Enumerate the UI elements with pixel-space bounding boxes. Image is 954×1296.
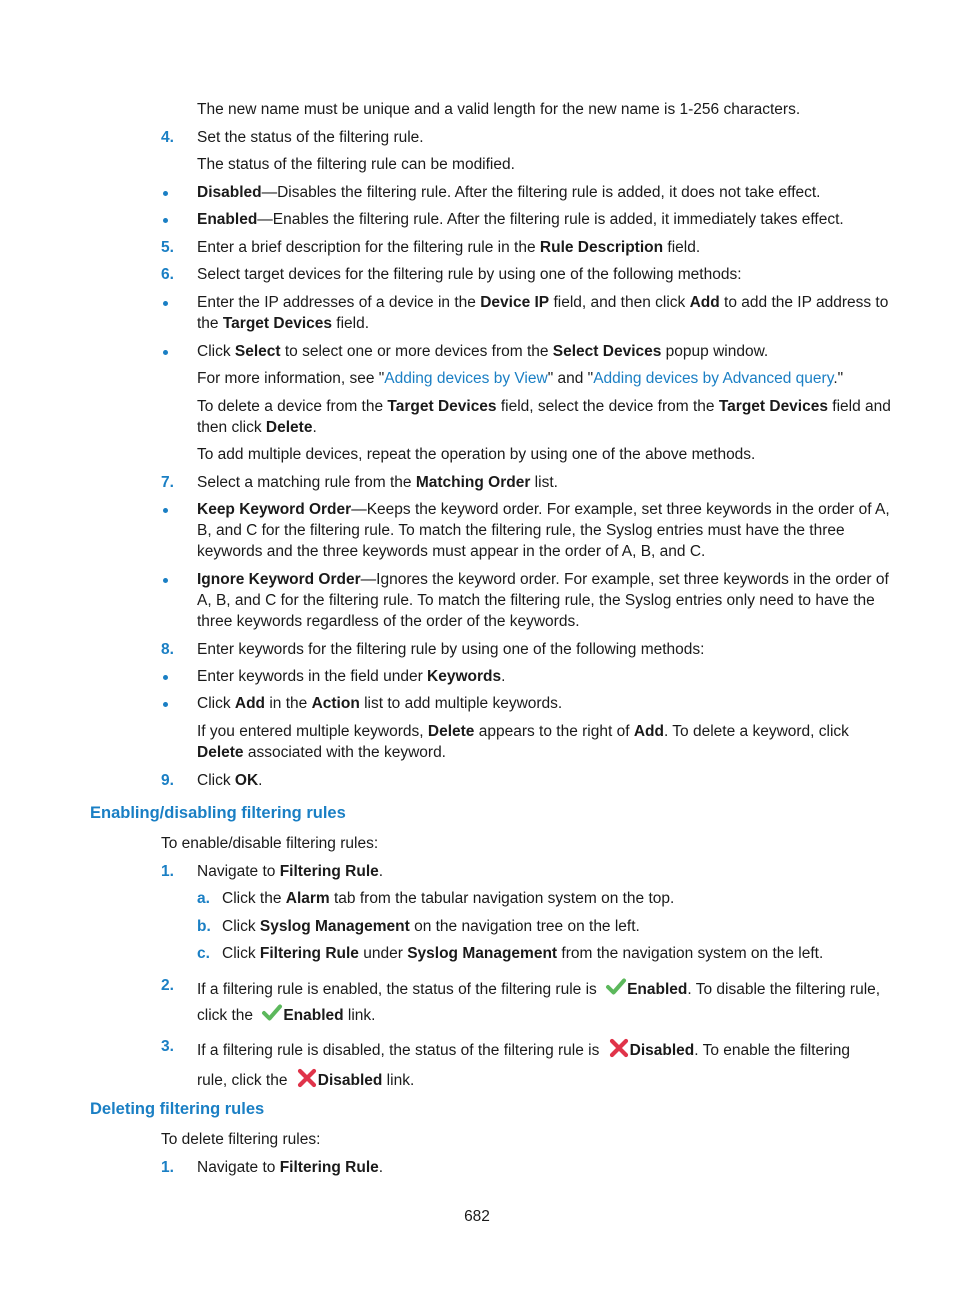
bullet-select: Click Select to select one or more devices from the Select Devices popup window. xyxy=(197,343,769,360)
paragraph-intro: To enable/disable filtering rules: xyxy=(161,835,379,852)
paragraph-more-info: For more information, see "Adding devices by View" and "Adding devices by Advanced query." xyxy=(197,370,844,387)
substep-letter: c. xyxy=(197,945,210,962)
step-number: 8. xyxy=(161,641,174,658)
step-text: Navigate to Filtering Rule. xyxy=(197,1159,384,1176)
bullet-dot xyxy=(163,301,168,306)
bullet-dot xyxy=(163,675,168,680)
bullet-device-ip: Enter the IP addresses of a device in the Device IP field, and then click Add to add the IP address to xyxy=(197,294,889,311)
step-number: 9. xyxy=(161,772,174,789)
bullet-device-ip-cont: the Target Devices field. xyxy=(197,315,370,332)
page-number: 682 xyxy=(464,1208,490,1225)
step-number: 3. xyxy=(161,1038,174,1055)
cross-icon xyxy=(608,1037,630,1059)
step-number: 5. xyxy=(161,239,174,256)
bullet-enabled: Enabled—Enables the filtering rule. After the filtering rule is added, it immediately takes effect. xyxy=(197,211,844,228)
bullet-ignore-order-cont: A, B, and C for the filtering rule. To match the filtering rule, the Syslog entries only need to have the xyxy=(197,592,875,609)
substep-text: Click the Alarm tab from the tabular navigation system on the top. xyxy=(222,890,675,907)
bullet-ignore-order: Ignore Keyword Order—Ignores the keyword order. For example, set three keywords in the order of xyxy=(197,571,889,588)
paragraph-multiple-keywords-cont: Delete associated with the keyword. xyxy=(197,744,446,761)
step-text: Navigate to Filtering Rule. xyxy=(197,863,384,880)
paragraph-add-multiple: To add multiple devices, repeat the operation by using one of the above methods. xyxy=(197,446,756,463)
step-text: Enter a brief description for the filtering rule in the Rule Description field. xyxy=(197,239,701,256)
enabled-link[interactable]: Enabled xyxy=(283,1007,344,1024)
bullet-dot xyxy=(163,702,168,707)
bullet-keep-order: Keep Keyword Order—Keeps the keyword order. For example, set three keywords in the order of A, xyxy=(197,501,890,518)
step-text: Enter keywords for the filtering rule by using one of the following methods: xyxy=(197,641,705,658)
paragraph-intro: To delete filtering rules: xyxy=(161,1131,321,1148)
step-text-cont: click the Enabled link. xyxy=(197,1002,375,1026)
step-text-cont: rule, click the Disabled link. xyxy=(197,1067,414,1091)
step-number: 1. xyxy=(161,1159,174,1176)
substep-letter: b. xyxy=(197,918,211,935)
bullet-keywords: Enter keywords in the field under Keywords. xyxy=(197,668,506,685)
bullet-dot xyxy=(163,191,168,196)
bullet-ignore-order-cont: three keywords regardless of the order of the keywords. xyxy=(197,613,580,630)
bullet-keep-order-cont: keywords and the three keywords must appear in the order of A, B, and C. xyxy=(197,543,706,560)
paragraph-delete-device: To delete a device from the Target Devices field, select the device from the Target Devices field and xyxy=(197,398,891,415)
section-heading: Deleting filtering rules xyxy=(90,1100,265,1118)
substep-letter: a. xyxy=(197,890,210,907)
step-text: Select target devices for the filtering rule by using one of the following methods: xyxy=(197,266,742,283)
disabled-link[interactable]: Disabled xyxy=(317,1072,383,1089)
check-icon xyxy=(261,1002,283,1024)
bullet-keep-order-cont: B, and C for the filtering rule. To match the filtering rule, the Syslog entries must have the three xyxy=(197,522,845,539)
link-adding-devices-by-advanced-query[interactable]: Adding devices by Advanced query xyxy=(593,370,834,387)
step-text: Set the status of the filtering rule. xyxy=(197,129,424,146)
step-text: Click OK. xyxy=(197,772,263,789)
step-number: 1. xyxy=(161,863,174,880)
step-text: If a filtering rule is enabled, the status of the filtering rule is Enabled. To disable the filtering rule, xyxy=(197,976,880,1000)
step-text: Select a matching rule from the Matching Order list. xyxy=(197,474,558,491)
paragraph-multiple-keywords: If you entered multiple keywords, Delete appears to the right of Add. To delete a keyword, click xyxy=(197,723,849,740)
bullet-dot xyxy=(163,508,168,513)
bullet-dot xyxy=(163,578,168,583)
link-adding-devices-by-view[interactable]: Adding devices by View xyxy=(384,370,548,387)
cross-icon xyxy=(296,1067,318,1089)
substep-text: Click Syslog Management on the navigation tree on the left. xyxy=(222,918,640,935)
bullet-disabled: Disabled—Disables the filtering rule. After the filtering rule is added, it does not take effect. xyxy=(197,184,821,201)
bullet-dot xyxy=(163,218,168,223)
step-number: 2. xyxy=(161,977,174,994)
section-heading: Enabling/disabling filtering rules xyxy=(90,804,346,822)
step-number: 7. xyxy=(161,474,174,491)
paragraph-status: The status of the filtering rule can be modified. xyxy=(197,156,515,173)
step-text: If a filtering rule is disabled, the status of the filtering rule is Disabled. To enable the filtering xyxy=(197,1037,850,1061)
step-number: 6. xyxy=(161,266,174,283)
check-icon xyxy=(605,976,627,998)
paragraph-delete-device-cont: then click Delete. xyxy=(197,419,317,436)
paragraph-new-name: The new name must be unique and a valid length for the new name is 1-256 characters. xyxy=(197,101,801,118)
bullet-dot xyxy=(163,350,168,355)
step-number: 4. xyxy=(161,129,174,146)
bullet-add: Click Add in the Action list to add multiple keywords. xyxy=(197,695,563,712)
substep-text: Click Filtering Rule under Syslog Management from the navigation system on the left. xyxy=(222,945,824,962)
